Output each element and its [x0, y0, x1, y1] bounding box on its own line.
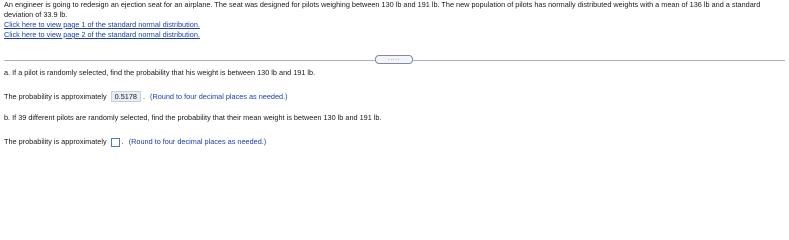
problem-statement — [4, 0, 784, 40]
part-a-answer-suffix: . — [142, 92, 145, 101]
part-a-question: a. If a pilot is randomly selected, find the probability that his weight is between 130 lb and 191 lb. — [4, 68, 316, 77]
expand-collapse-button[interactable] — [375, 55, 413, 64]
part-b-answer-input[interactable] — [111, 138, 120, 147]
part-b-answer-line — [4, 137, 266, 147]
ellipsis-icon: ····· — [387, 56, 401, 63]
part-b-question: b. If 39 different pilots are randomly selected, find the probability that their mean weight is between 130 lb and 191 lb. — [4, 113, 382, 122]
problem-text: An engineer is going to redesign an ejection seat for an airplane. The seat was designed for pilots weighing between 130 lb and 191 lb. The new population of pilots has normally distributed weights with a mean of 136 lb and a standard deviation of 33.9 lb. — [4, 0, 761, 19]
standard-normal-page-2-link[interactable]: Click here to view page 2 of the standard normal distribution. — [4, 30, 200, 39]
part-a-rounding-hint: (Round to four decimal places as needed.) — [150, 92, 288, 101]
part-b-answer-prefix: The probability is approximately — [4, 137, 107, 146]
part-a-answer-prefix: The probability is approximately — [4, 92, 107, 101]
part-a-answer-line — [4, 91, 288, 102]
part-a-answer-field[interactable]: 0.5178 — [111, 91, 141, 102]
standard-normal-page-1-link[interactable]: Click here to view page 1 of the standard normal distribution. — [4, 20, 200, 29]
part-b-rounding-hint: (Round to four decimal places as needed.) — [128, 137, 267, 146]
part-b-answer-suffix: . — [121, 137, 124, 146]
